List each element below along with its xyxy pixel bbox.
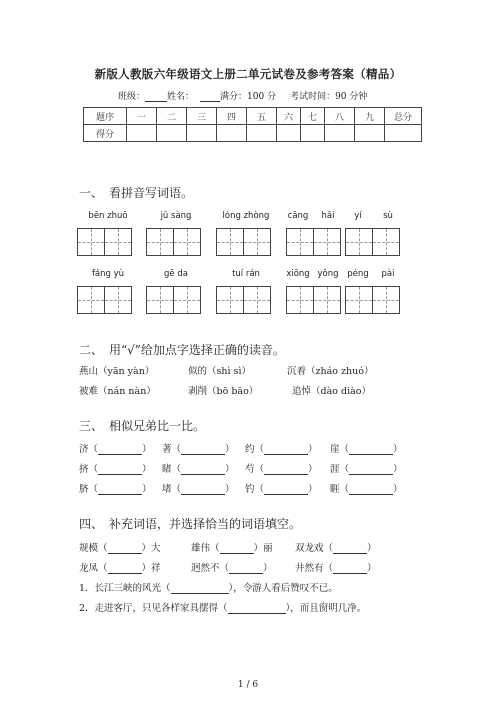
reading-options[interactable]: （shì sì） <box>207 366 251 377</box>
writing-grid-box[interactable] <box>345 228 373 256</box>
compare-row: 钓（ ） <box>245 484 318 495</box>
idiom-suffix: 祥 <box>151 563 161 574</box>
score-cell[interactable] <box>325 125 355 142</box>
compare-char: 钓 <box>245 484 255 495</box>
compare-row: 芍（ ） <box>245 464 318 475</box>
pinyin-label: pài <box>381 269 395 279</box>
section-1-title: 看拼音写词语。 <box>109 186 194 200</box>
idiom-prefix: 龙凤 <box>79 563 99 574</box>
score-table-header-cell: 总分 <box>385 108 422 125</box>
score-cell[interactable] <box>157 125 187 142</box>
reading-options[interactable]: （bō bāo） <box>207 386 259 397</box>
compare-row: 著（ ） <box>162 444 235 455</box>
section-4-heading <box>79 515 301 532</box>
reading-item <box>79 383 156 397</box>
idiom-item: 双龙戏（ ） <box>295 543 377 554</box>
score-table-header-cell: 一 <box>127 108 157 125</box>
pinyin-label: bēn zhuō <box>88 211 128 221</box>
score-table-header-cell: 六 <box>277 108 301 125</box>
answer-blank[interactable] <box>98 464 142 475</box>
writing-grid-box[interactable] <box>313 286 341 314</box>
answer-blank[interactable] <box>108 543 142 554</box>
idiom-item: 雄伟（ ）丽 <box>191 543 273 554</box>
score-cell[interactable] <box>187 125 217 142</box>
pinyin-label: hǎi <box>321 211 335 221</box>
idiom-item: 龙凤（ ）祥 <box>79 563 161 574</box>
reading-options[interactable]: （nán nàn） <box>98 386 156 397</box>
compare-row: 堵（ ） <box>162 484 235 495</box>
answer-blank[interactable] <box>181 464 225 475</box>
page-number: 1 / 6 <box>237 680 259 690</box>
answer-blank[interactable] <box>98 444 142 455</box>
sentence-text: 1．长江三峡的风光（ <box>79 583 171 594</box>
compare-row: 涯（ ） <box>330 464 403 475</box>
score-table-header-cell: 七 <box>301 108 325 125</box>
section-2-title: 用“√”给加点字选择正确的读音。 <box>109 343 285 357</box>
answer-blank[interactable] <box>333 563 367 574</box>
reading-word: 追悼 <box>292 386 312 397</box>
compare-char: 睹 <box>162 464 172 475</box>
score-table-header-cell: 八 <box>325 108 355 125</box>
writing-grid-box[interactable] <box>243 228 271 256</box>
section-4-title: 补充词语，并选择恰当的词语填空。 <box>109 517 302 531</box>
idiom-item: 迥然不（ ） <box>191 563 273 574</box>
idiom-item: 规模（ ）大 <box>79 543 161 554</box>
writing-grid-box[interactable] <box>372 228 400 256</box>
section-4-number: 四、 <box>79 517 104 531</box>
answer-blank[interactable] <box>333 543 367 554</box>
score-cell[interactable] <box>355 125 385 142</box>
compare-row: 济（ ） <box>79 444 152 455</box>
compare-row: 睚（ ） <box>330 484 403 495</box>
score-cell[interactable] <box>385 125 422 142</box>
score-table-score-row <box>84 125 422 142</box>
score-row-label: 得分 <box>84 125 127 142</box>
score-cell[interactable] <box>127 125 157 142</box>
writing-grid-box[interactable] <box>77 286 105 314</box>
compare-char: 约 <box>245 444 255 455</box>
score-table-header-row <box>84 108 422 125</box>
compare-char: 涯 <box>330 464 340 475</box>
compare-char: 脐 <box>79 484 89 495</box>
name-blank <box>200 92 220 102</box>
pinyin-label: sù <box>383 211 393 221</box>
writing-grid-box[interactable] <box>243 286 271 314</box>
answer-blank[interactable] <box>228 603 286 614</box>
section-3-title: 相似兄弟比一比。 <box>109 419 206 433</box>
writing-grid-box[interactable] <box>77 228 105 256</box>
pinyin-label: yí <box>354 211 362 221</box>
pinyin-label: xiōng <box>286 269 310 279</box>
writing-grid-box[interactable] <box>146 286 174 314</box>
section-1-number: 一、 <box>79 186 104 200</box>
idiom-prefix: 双龙戏 <box>295 543 324 554</box>
answer-blank[interactable] <box>108 563 142 574</box>
class-blank <box>145 92 167 102</box>
section-3-number: 三、 <box>79 419 104 433</box>
pinyin-label: gē da <box>164 269 188 279</box>
idiom-prefix: 井然有 <box>295 563 324 574</box>
answer-blank[interactable] <box>229 563 263 574</box>
reading-item <box>188 383 258 397</box>
compare-char: 著 <box>162 444 172 455</box>
answer-blank[interactable] <box>98 484 142 495</box>
pinyin-label: jǔ sàng <box>160 211 192 221</box>
answer-blank[interactable] <box>349 484 393 495</box>
score-table-header-cell: 题序 <box>84 108 127 125</box>
idiom-prefix: 规模 <box>79 543 99 554</box>
exam-info-line <box>118 89 367 102</box>
writing-grid-box[interactable] <box>146 228 174 256</box>
reading-options[interactable]: （zháo zhuó） <box>306 366 374 377</box>
score-cell[interactable] <box>247 125 277 142</box>
writing-grid-box[interactable] <box>313 228 341 256</box>
answer-blank[interactable] <box>181 444 225 455</box>
class-label: 班级： <box>118 92 146 102</box>
writing-grid-box[interactable] <box>104 286 132 314</box>
compare-row: 崖（ ） <box>330 444 403 455</box>
full-score-label: 满分：100 分 <box>220 92 277 102</box>
compare-char: 芍 <box>245 464 255 475</box>
sentence-text: 2．走进客厅，只见各样家具摆得（ <box>79 603 228 614</box>
sentence-text: ），令游人看后赞叹不已。 <box>228 583 338 594</box>
writing-grid-box[interactable] <box>286 228 314 256</box>
writing-grid-box[interactable] <box>216 228 244 256</box>
reading-word: 沉着 <box>287 366 307 377</box>
answer-blank[interactable] <box>181 484 225 495</box>
name-label: 姓名： <box>167 92 195 102</box>
writing-grid-box[interactable] <box>104 228 132 256</box>
reading-word: 燕山 <box>79 366 99 377</box>
pinyin-label: tuí rán <box>232 269 260 279</box>
writing-grid-box[interactable] <box>345 286 373 314</box>
score-table-header-cell: 九 <box>355 108 385 125</box>
compare-char: 挤 <box>79 464 89 475</box>
score-cell[interactable] <box>277 125 301 142</box>
answer-blank[interactable] <box>264 444 308 455</box>
reading-word: 似的 <box>188 366 208 377</box>
answer-blank[interactable] <box>349 444 393 455</box>
writing-grid-box[interactable] <box>173 228 201 256</box>
fill-sentence-1 <box>79 580 338 594</box>
score-cell[interactable] <box>301 125 325 142</box>
reading-item <box>79 363 154 377</box>
score-table-header-cell: 三 <box>187 108 217 125</box>
reading-item <box>188 363 251 377</box>
compare-row: 挤（ ） <box>79 464 152 475</box>
pinyin-label: cāng <box>287 211 309 221</box>
answer-blank[interactable] <box>264 484 308 495</box>
section-1-heading <box>79 184 193 201</box>
score-cell[interactable] <box>217 125 247 142</box>
document-title: 新版人教版六年级语文上册二单元试卷及参考答案（精品） <box>94 67 402 81</box>
writing-grid-box[interactable] <box>216 286 244 314</box>
reading-word: 剥削 <box>188 386 208 397</box>
exam-time-label: 考试时间：90 分钟 <box>290 92 368 102</box>
idiom-suffix: 大 <box>151 543 161 554</box>
pinyin-label: péng <box>347 269 369 279</box>
section-2-heading <box>79 341 285 358</box>
compare-row: 睹（ ） <box>162 464 235 475</box>
pinyin-label: lóng zhòng <box>222 211 270 221</box>
writing-grid-box[interactable] <box>372 286 400 314</box>
score-table-header-cell: 四 <box>217 108 247 125</box>
compare-row: 脐（ ） <box>79 484 152 495</box>
reading-options[interactable]: （dào diào） <box>311 386 372 397</box>
score-table <box>83 107 422 142</box>
compare-char: 睚 <box>330 484 340 495</box>
reading-word: 被难 <box>79 386 99 397</box>
score-table-header-cell: 二 <box>157 108 187 125</box>
compare-char: 崖 <box>330 444 340 455</box>
reading-options[interactable]: （yān yàn） <box>98 366 155 377</box>
answer-blank[interactable] <box>220 543 254 554</box>
idiom-item: 井然有（ ） <box>295 563 377 574</box>
idiom-prefix: 雄伟 <box>191 543 211 554</box>
compare-row: 约（ ） <box>245 444 318 455</box>
writing-grid-box[interactable] <box>286 286 314 314</box>
score-table-header-cell: 五 <box>247 108 277 125</box>
reading-item <box>287 363 374 377</box>
sentence-text: ），而且窗明几净。 <box>285 603 367 614</box>
idiom-suffix: 丽 <box>263 543 273 554</box>
idiom-prefix: 迥然不 <box>191 563 220 574</box>
answer-blank[interactable] <box>264 464 308 475</box>
writing-grid-box[interactable] <box>173 286 201 314</box>
answer-blank[interactable] <box>349 464 393 475</box>
reading-item <box>292 383 371 397</box>
compare-char: 济 <box>79 444 89 455</box>
fill-sentence-2 <box>79 600 366 614</box>
compare-char: 堵 <box>162 484 172 495</box>
section-3-heading <box>79 417 205 434</box>
answer-blank[interactable] <box>171 583 229 594</box>
pinyin-label: fáng yù <box>91 269 125 279</box>
pinyin-label: yǒng <box>317 269 339 279</box>
section-2-number: 二、 <box>79 343 104 357</box>
